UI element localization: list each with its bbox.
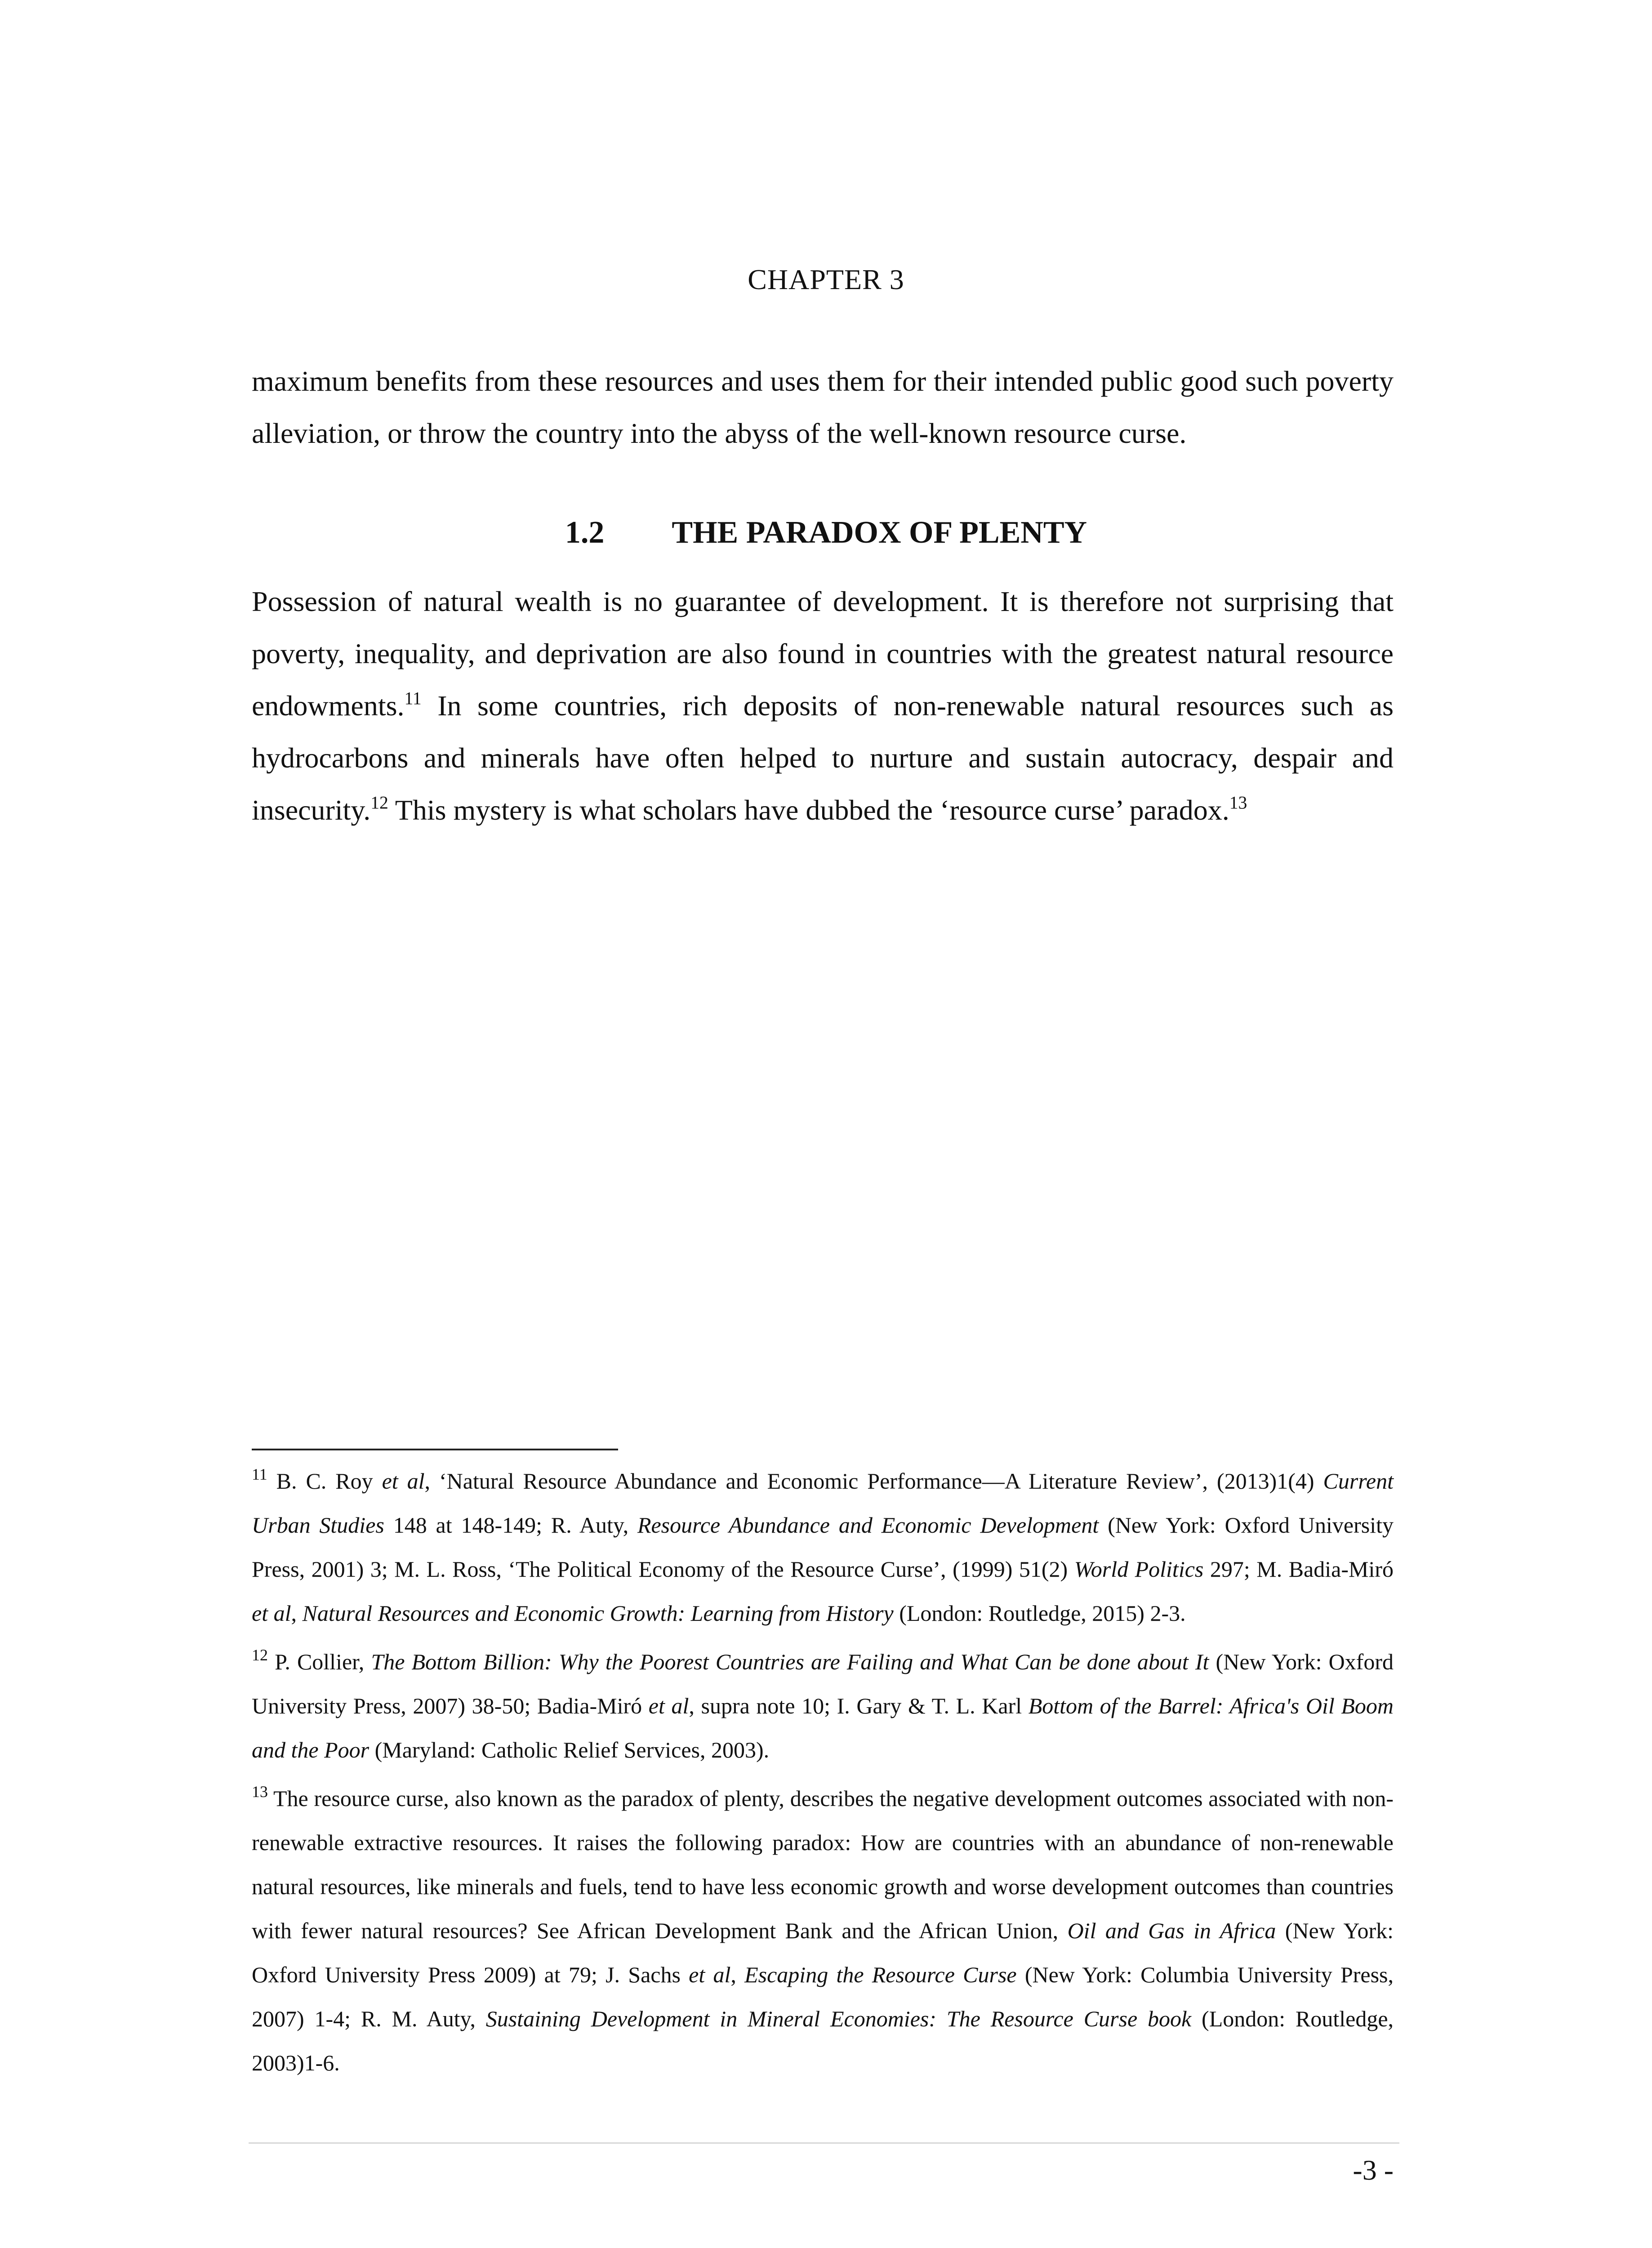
footnote-italic: et al bbox=[689, 1962, 731, 1987]
section-title: THE PARADOX OF PLENTY bbox=[672, 515, 1087, 550]
section-heading bbox=[0, 515, 1652, 551]
footnote-number: 12 bbox=[252, 1646, 268, 1664]
footnote-text: P. Collier, bbox=[268, 1649, 371, 1674]
footnote-italic: Escaping the Resource Curse bbox=[744, 1962, 1017, 1987]
footnote-text: (London: Routledge, 2003)1-6. bbox=[252, 2006, 1394, 2075]
footnote-separator bbox=[252, 1449, 618, 1450]
footnote-number: 13 bbox=[252, 1783, 268, 1801]
footnote-text: B. C. Roy bbox=[267, 1468, 382, 1494]
footnote-text: , supra note 10; I. Gary & T. L. Karl bbox=[689, 1693, 1029, 1718]
footnote-13 bbox=[252, 1776, 1394, 2085]
footnote-text: (New York: Columbia University Press, 2007) 1-4; R. M. Auty, bbox=[252, 1962, 1394, 2031]
footnote-text: (New York: Oxford University Press, 2001) 3; M. L. Ross, ‘The Political Economy of the Resource Curse’, (1999) 51(2) bbox=[252, 1512, 1394, 1582]
running-header: CHAPTER 3 bbox=[748, 263, 904, 295]
footnote-italic: et al bbox=[382, 1468, 425, 1494]
footnote-italic: Sustaining Development in Mineral Economies: The Resource Curse book bbox=[485, 2006, 1192, 2031]
paragraph-text: Possession of natural wealth is no guarantee of development. It is therefore not surprising that poverty, inequality, and deprivation are also found in countries with the greatest natural resource endowments. bbox=[252, 585, 1394, 722]
footnote-text: 297; M. Badia-Miró bbox=[1203, 1557, 1394, 1582]
footnote-text: The resource curse, also known as the paradox of plenty, describes the negative development outcomes associated with non-renewable extractive resources. It raises the following paradox: How are countries with an abundance of non-renewable natural resources, like minerals and fuels, tend to have less economic growth and worse development outcomes than countries with fewer natural resources? See African Development Bank and the African Union, bbox=[252, 1786, 1394, 1943]
footnote-text: (New York: Oxford University Press, 2007) 38-50; Badia-Miró bbox=[252, 1649, 1394, 1718]
footnote-italic: The Bottom Billion: Why the Poorest Countries are Failing and What Can be done about It bbox=[371, 1649, 1209, 1674]
footnote-italic: Oil and Gas in Africa bbox=[1067, 1918, 1276, 1943]
paragraph-text: In some countries, rich deposits of non-renewable natural resources such as hydrocarbons and minerals have often helped to nurture and sustain autocracy, despair and insecurity. bbox=[252, 690, 1394, 826]
footnote-italic: et al bbox=[648, 1693, 689, 1718]
footnote-text: (Maryland: Catholic Relief Services, 2003). bbox=[369, 1737, 770, 1762]
footnote-italic: World Politics bbox=[1074, 1557, 1204, 1582]
footnote-number: 11 bbox=[252, 1465, 267, 1484]
footnote-italic: Current Urban Studies bbox=[252, 1468, 1394, 1538]
footnote-text: (London: Routledge, 2015) 2-3. bbox=[893, 1601, 1186, 1626]
footnote-11 bbox=[252, 1459, 1394, 1635]
footnote-12 bbox=[252, 1640, 1394, 1772]
section-number: 1.2 bbox=[565, 515, 605, 550]
footnote-text: , ‘Natural Resource Abundance and Economic Performance—A Literature Review’, (2013)1(4) bbox=[424, 1468, 1323, 1494]
footnote-text: 148 at 148-149; R. Auty, bbox=[384, 1512, 637, 1538]
footnote-italic: Bottom of the Barrel: Africa's Oil Boom and the Poor bbox=[252, 1693, 1394, 1762]
footnote-ref-12[interactable]: 12 bbox=[370, 793, 388, 813]
intro-paragraph: maximum benefits from these resources and uses them for their intended public good such poverty alleviation, or throw the country into the abyss of the well-known resource curse. bbox=[252, 365, 1394, 449]
footnote-ref-11[interactable]: 11 bbox=[404, 688, 422, 709]
footnote-ref-13[interactable]: 13 bbox=[1229, 793, 1247, 813]
footnote-italic: et al bbox=[252, 1601, 291, 1626]
footnote-text: , bbox=[291, 1601, 303, 1626]
paragraph-text: This mystery is what scholars have dubbed the ‘resource curse’ paradox. bbox=[388, 794, 1229, 826]
footnote-italic: Resource Abundance and Economic Development bbox=[637, 1512, 1099, 1538]
page-number: -3 - bbox=[1353, 2154, 1394, 2186]
footnote-italic: Natural Resources and Economic Growth: Learning from History bbox=[302, 1601, 894, 1626]
footer-separator bbox=[249, 2142, 1399, 2144]
footnote-text: (New York: Oxford University Press 2009) at 79; J. Sachs bbox=[252, 1918, 1394, 1987]
footnote-text: , bbox=[730, 1962, 745, 1987]
section-paragraph bbox=[252, 575, 1394, 836]
footnotes bbox=[252, 1459, 1394, 2089]
